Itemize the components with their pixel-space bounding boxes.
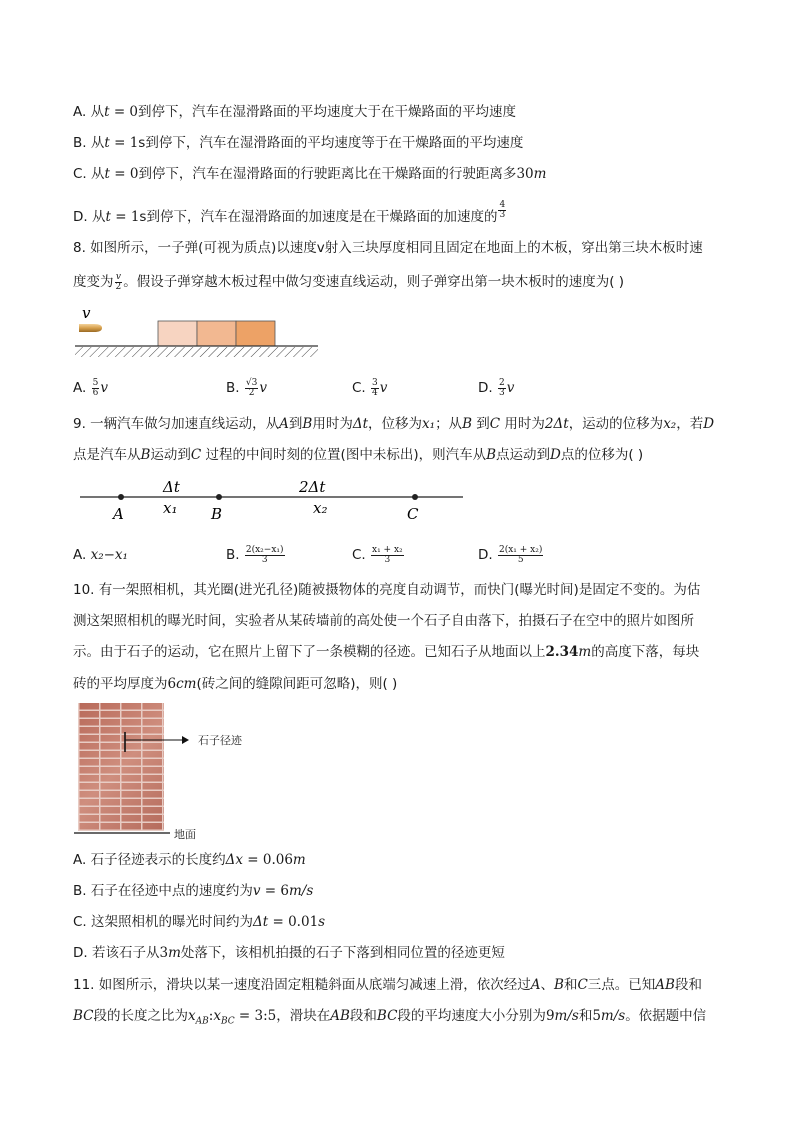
q8-option-c: C. $\frac{3}{4}$ v xyxy=(352,377,388,398)
q8-option-d: D. $\frac{2}{3}$ v xyxy=(478,377,515,398)
q8-option-b: B. $\frac{√3}{2}$ v xyxy=(226,377,267,398)
q10-option-a: A. 石子径迹表示的长度约Δx = 0.06m xyxy=(73,852,306,868)
q8-bullet-board-figure xyxy=(70,300,330,362)
q7-option-c: C. 从t = 0到停下，汽车在湿滑路面的行驶距离比在干燥路面的行驶距离多30m xyxy=(73,166,547,182)
label-dt: Δt xyxy=(163,478,180,496)
q10-figure-overlay xyxy=(72,700,272,845)
label-a: A xyxy=(113,505,124,523)
q7-option-b: B. 从t = 1s到停下，汽车在湿滑路面的平均速度等于在干燥路面的平均速度 xyxy=(73,135,524,151)
q9-option-a: A. x₂−x₁ xyxy=(73,547,128,563)
q7-option-a: A. 从t = 0到停下，汽车在湿滑路面的平均速度大于在干燥路面的平均速度 xyxy=(73,104,517,120)
q7-option-d: D. 从t = 1s到停下，汽车在湿滑路面的加速度是在干燥路面的加速度的 $\frac{4}{3}$ xyxy=(73,200,506,225)
label-x1: x₁ xyxy=(163,499,178,517)
q10-stem-line4: 砖的平均厚度为6cm(砖之间的缝隙间距可忽略)，则( ) xyxy=(73,676,398,692)
q10-stem-line2: 测这架照相机的曝光时间，实验者从某砖墙前的高处使一个石子自由落下，拍摄石子在空中的照片如图所 xyxy=(73,613,694,629)
point-a xyxy=(118,494,124,500)
bullet-icon xyxy=(79,324,102,332)
q11-stem-line1: 11. 如图所示，滑块以某一速度沿固定粗糙斜面从底端匀减速上滑，依次经过A、B和C三点。已知AB段和 xyxy=(73,977,702,993)
q8-stem-line2: 度变为 $\frac{v}{2}$ 。假设子弹穿越木板过程中做匀变速直线运动，则子弹穿出第一块木板时的速度为( ) xyxy=(73,271,625,292)
q10-stem-line3: 示。由于石子的运动，它在照片上留下了一条模糊的径迹。已知石子从地面以上2.34m的高度下落，每块 xyxy=(73,644,700,660)
q10-option-b: B. 石子在径迹中点的速度约为v = 6m/s xyxy=(73,883,314,899)
wood-board-2 xyxy=(197,321,236,346)
q9-option-c: C. $\frac{\text{x₁ + x₂}}{3}$ xyxy=(352,544,403,565)
ground-hatch xyxy=(75,347,318,357)
label-2dt: 2Δt xyxy=(299,478,326,496)
q10-option-c: C. 这架照相机的曝光时间约为Δt = 0.01s xyxy=(73,914,326,930)
wood-board-3 xyxy=(236,321,275,346)
figure-v-label: v xyxy=(82,304,91,322)
label-b: B xyxy=(211,505,223,523)
q9-stem-line2: 点是汽车从B运动到C 过程的中间时刻的位置(图中未标出)，则汽车从B点运动到D点的位移为( ) xyxy=(73,447,644,463)
q8-option-a: A. $\frac{5}{6}$ v xyxy=(73,377,108,398)
arrow-head-icon xyxy=(182,736,189,744)
point-c xyxy=(412,494,418,500)
wood-board-1 xyxy=(158,321,197,346)
q9-option-d: D. $\frac{\text{2(x₁ + x₂)}}{5}$ xyxy=(478,544,543,565)
point-b xyxy=(216,494,222,500)
q9-motion-diagram xyxy=(75,475,470,525)
stone-trace-label: 石子径迹 xyxy=(198,734,242,747)
q10-option-d: D. 若该石子从3m处落下，该相机拍摄的石子下落到相同位置的径迹更短 xyxy=(73,945,505,961)
q9-stem-line1: 9. 一辆汽车做匀加速直线运动，从A到B用时为Δt，位移为x₁；从B 到C 用时为2Δt，运动的位移为x₂，若D xyxy=(73,416,715,432)
q10-stem-line1: 10. 有一架照相机，其光圈(进光孔径)随被摄物体的亮度自动调节，而快门(曝光时间)是固定不变的。为估 xyxy=(73,582,701,598)
ground-label: 地面 xyxy=(174,828,196,841)
q8-stem-line1: 8. 如图所示，一子弹(可视为质点)以速度v射入三块厚度相同且固定在地面上的木板，穿出第三块木板时速 xyxy=(73,240,703,256)
q9-option-b: B. $\frac{\text{2(x₂−x₁)}}{3}$ xyxy=(226,544,284,565)
label-c: C xyxy=(407,505,419,523)
q11-stem-line2: BC段的长度之比为$x_{AB}:x_{BC}$ = 3:5，滑块在AB段和BC段的平均速度大小分别为9m/s和5m/s。依据题中信 xyxy=(73,1008,707,1027)
label-x2: x₂ xyxy=(313,499,328,517)
